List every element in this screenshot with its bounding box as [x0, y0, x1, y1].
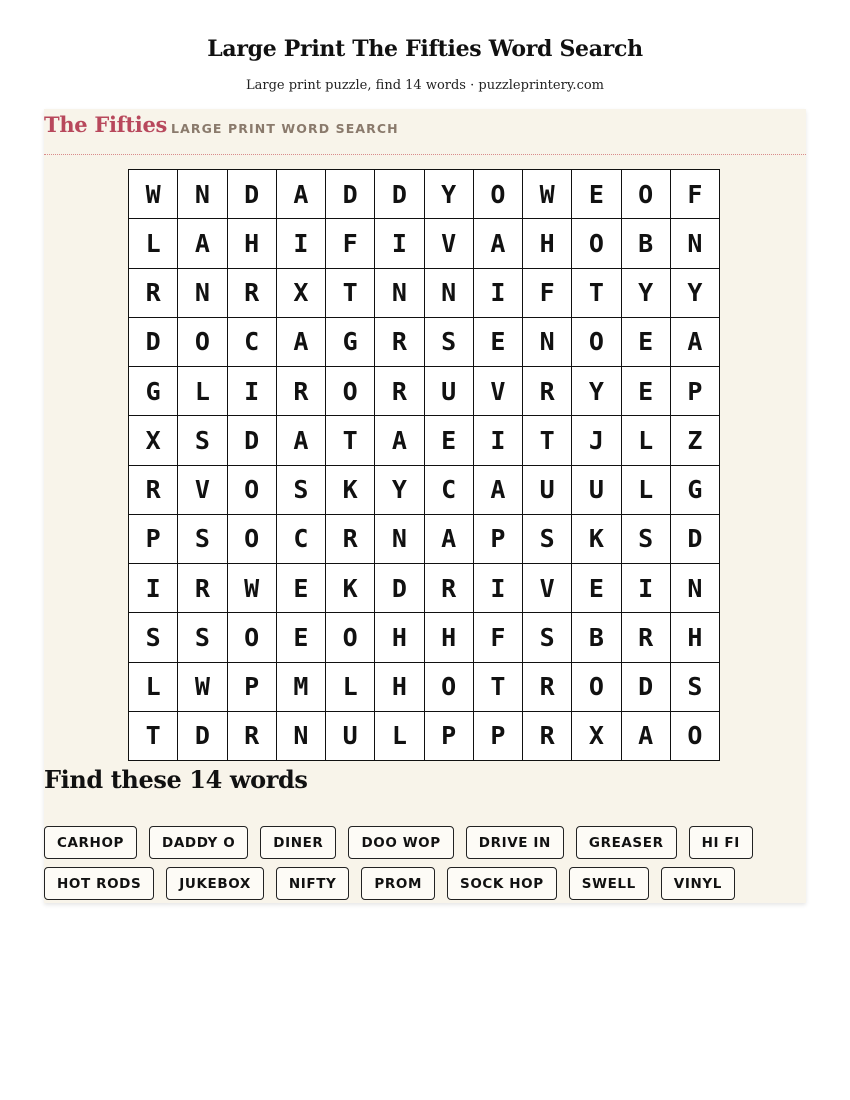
grid-cell[interactable]: O — [228, 515, 277, 564]
grid-cell[interactable]: R — [523, 663, 572, 712]
grid-cell[interactable]: V — [523, 564, 572, 613]
grid-cell[interactable]: O — [572, 219, 621, 268]
grid-cell[interactable]: S — [622, 515, 671, 564]
grid-cell[interactable]: G — [671, 466, 720, 515]
word-chip[interactable]: SOCK HOP — [447, 867, 557, 900]
grid-cell[interactable]: S — [523, 613, 572, 662]
grid-cell[interactable]: H — [375, 663, 424, 712]
grid-cell[interactable]: P — [425, 712, 474, 761]
grid-cell[interactable]: H — [523, 219, 572, 268]
grid-cell[interactable]: N — [425, 269, 474, 318]
grid-cell[interactable]: Z — [671, 416, 720, 465]
grid-cell[interactable]: D — [228, 416, 277, 465]
grid-cell[interactable]: R — [523, 712, 572, 761]
grid-cell[interactable]: W — [228, 564, 277, 613]
grid-cell[interactable]: P — [474, 515, 523, 564]
grid-cell[interactable]: L — [129, 663, 178, 712]
grid-cell[interactable]: S — [671, 663, 720, 712]
grid-cell[interactable]: U — [523, 466, 572, 515]
grid-cell[interactable]: H — [671, 613, 720, 662]
grid-cell[interactable]: E — [572, 170, 621, 219]
grid-cell[interactable]: A — [671, 318, 720, 367]
grid-cell[interactable]: S — [425, 318, 474, 367]
grid-cell[interactable]: S — [178, 613, 227, 662]
grid-cell[interactable]: D — [178, 712, 227, 761]
grid-cell[interactable]: Y — [622, 269, 671, 318]
grid-cell[interactable]: F — [523, 269, 572, 318]
grid-cell[interactable]: N — [523, 318, 572, 367]
grid-cell[interactable]: I — [474, 564, 523, 613]
grid-cell[interactable]: X — [129, 416, 178, 465]
grid-cell[interactable]: J — [572, 416, 621, 465]
grid-cell[interactable]: E — [425, 416, 474, 465]
grid-cell[interactable]: H — [228, 219, 277, 268]
word-chip[interactable]: DINER — [260, 826, 336, 859]
grid-cell[interactable]: N — [671, 564, 720, 613]
card-kicker: LARGE PRINT WORD SEARCH — [171, 121, 399, 136]
grid-cell[interactable]: N — [178, 170, 227, 219]
grid-cell[interactable]: E — [622, 367, 671, 416]
grid-cell[interactable]: T — [129, 712, 178, 761]
grid-cell[interactable]: R — [375, 367, 424, 416]
grid-cell[interactable]: S — [523, 515, 572, 564]
grid-cell[interactable]: R — [622, 613, 671, 662]
puzzle-card — [44, 109, 806, 903]
grid-cell[interactable]: T — [474, 663, 523, 712]
grid-cell[interactable]: L — [622, 466, 671, 515]
grid-cell[interactable]: H — [375, 613, 424, 662]
grid-cell[interactable]: A — [375, 416, 424, 465]
grid-cell[interactable]: W — [129, 170, 178, 219]
grid-cell[interactable]: D — [375, 170, 424, 219]
grid-cell[interactable]: I — [129, 564, 178, 613]
grid-cell[interactable]: E — [277, 613, 326, 662]
grid-cell[interactable]: N — [671, 219, 720, 268]
grid-cell[interactable]: F — [474, 613, 523, 662]
grid-cell[interactable]: P — [228, 663, 277, 712]
grid-cell[interactable]: X — [572, 712, 621, 761]
word-chip[interactable]: JUKEBOX — [166, 867, 264, 900]
grid-cell[interactable]: A — [178, 219, 227, 268]
grid-cell[interactable]: Y — [375, 466, 424, 515]
grid-cell[interactable]: O — [622, 170, 671, 219]
grid-cell[interactable]: C — [277, 515, 326, 564]
grid-cell[interactable]: X — [277, 269, 326, 318]
word-chip[interactable]: CARHOP — [44, 826, 137, 859]
grid-cell[interactable]: U — [572, 466, 621, 515]
grid-cell[interactable]: W — [178, 663, 227, 712]
word-chip[interactable]: DOO WOP — [348, 826, 453, 859]
word-bank — [44, 826, 806, 908]
grid-cell[interactable]: V — [425, 219, 474, 268]
grid-cell[interactable]: U — [326, 712, 375, 761]
word-chip[interactable]: VINYL — [661, 867, 735, 900]
grid-cell[interactable]: R — [178, 564, 227, 613]
grid-cell[interactable]: O — [572, 318, 621, 367]
grid-cell[interactable]: O — [326, 367, 375, 416]
grid-cell[interactable]: E — [277, 564, 326, 613]
grid-cell[interactable]: P — [474, 712, 523, 761]
grid-cell[interactable]: N — [178, 269, 227, 318]
grid-cell[interactable]: I — [228, 367, 277, 416]
grid-cell[interactable]: T — [326, 269, 375, 318]
grid-cell[interactable]: O — [474, 170, 523, 219]
grid-cell[interactable]: I — [375, 219, 424, 268]
grid-cell[interactable]: D — [326, 170, 375, 219]
grid-cell[interactable]: N — [375, 515, 424, 564]
grid-cell[interactable]: O — [671, 712, 720, 761]
grid-cell[interactable]: L — [622, 416, 671, 465]
grid-cell[interactable]: K — [326, 564, 375, 613]
grid-cell[interactable]: D — [622, 663, 671, 712]
grid-cell[interactable]: A — [474, 466, 523, 515]
grid-cell[interactable]: I — [474, 269, 523, 318]
grid-cell[interactable]: R — [129, 466, 178, 515]
word-chip[interactable]: HOT RODS — [44, 867, 154, 900]
grid-cell[interactable]: P — [129, 515, 178, 564]
grid-cell[interactable]: E — [474, 318, 523, 367]
grid-cell[interactable]: L — [129, 219, 178, 268]
grid-cell[interactable]: I — [474, 416, 523, 465]
grid-cell[interactable]: S — [178, 416, 227, 465]
grid-cell[interactable]: D — [671, 515, 720, 564]
grid-cell[interactable]: F — [326, 219, 375, 268]
grid-cell[interactable]: Y — [425, 170, 474, 219]
grid-cell[interactable]: B — [572, 613, 621, 662]
grid-cell[interactable]: R — [277, 367, 326, 416]
page-subtitle: Large print puzzle, find 14 words · puzzleprintery.com — [245, 78, 605, 93]
grid-cell[interactable]: D — [375, 564, 424, 613]
grid-cell[interactable]: O — [326, 613, 375, 662]
grid-cell[interactable]: A — [277, 170, 326, 219]
word-chip[interactable]: DRIVE IN — [466, 826, 564, 859]
grid-cell[interactable]: A — [622, 712, 671, 761]
grid-cell[interactable]: I — [622, 564, 671, 613]
grid-cell[interactable]: A — [277, 416, 326, 465]
grid-cell[interactable]: O — [178, 318, 227, 367]
grid-cell[interactable]: N — [375, 269, 424, 318]
grid-cell[interactable]: R — [523, 367, 572, 416]
word-chip[interactable]: HI FI — [689, 826, 753, 859]
grid-cell[interactable]: R — [375, 318, 424, 367]
grid-cell[interactable]: E — [622, 318, 671, 367]
grid-cell[interactable]: R — [228, 712, 277, 761]
grid-cell[interactable]: S — [129, 613, 178, 662]
words-heading: Find these 14 words — [44, 765, 308, 794]
grid-cell[interactable]: B — [622, 219, 671, 268]
word-chip[interactable]: DADDY O — [149, 826, 248, 859]
grid-cell[interactable]: T — [572, 269, 621, 318]
grid-cell[interactable]: T — [326, 416, 375, 465]
grid-cell[interactable]: Y — [671, 269, 720, 318]
grid-cell[interactable]: U — [425, 367, 474, 416]
grid-cell[interactable]: L — [326, 663, 375, 712]
grid-cell[interactable]: C — [228, 318, 277, 367]
grid-cell[interactable]: V — [474, 367, 523, 416]
grid-cell[interactable]: V — [178, 466, 227, 515]
grid-cell[interactable]: A — [474, 219, 523, 268]
card-header — [44, 109, 806, 155]
grid-cell[interactable]: S — [178, 515, 227, 564]
grid-cell[interactable]: I — [277, 219, 326, 268]
grid-cell[interactable]: K — [326, 466, 375, 515]
grid-cell[interactable]: R — [228, 269, 277, 318]
grid-cell[interactable]: N — [277, 712, 326, 761]
grid-cell[interactable]: R — [129, 269, 178, 318]
grid-cell[interactable]: R — [326, 515, 375, 564]
grid-cell[interactable]: S — [277, 466, 326, 515]
grid-cell[interactable]: L — [375, 712, 424, 761]
word-chip[interactable]: SWELL — [569, 867, 649, 900]
grid-cell[interactable]: D — [129, 318, 178, 367]
grid-cell[interactable]: K — [572, 515, 621, 564]
grid-cell[interactable]: G — [326, 318, 375, 367]
word-chip[interactable]: GREASER — [576, 826, 677, 859]
grid-cell[interactable]: M — [277, 663, 326, 712]
word-chip[interactable]: PROM — [361, 867, 435, 900]
grid-cell[interactable]: Y — [572, 367, 621, 416]
word-row — [44, 867, 806, 900]
grid-cell[interactable]: A — [425, 515, 474, 564]
grid-cell[interactable]: P — [671, 367, 720, 416]
grid-cell[interactable]: O — [425, 663, 474, 712]
grid-cell[interactable]: R — [425, 564, 474, 613]
word-chip[interactable]: NIFTY — [276, 867, 350, 900]
grid-cell[interactable]: O — [228, 613, 277, 662]
grid-cell[interactable]: A — [277, 318, 326, 367]
page-title: Large Print The Fifties Word Search — [207, 36, 643, 62]
grid-cell[interactable]: L — [178, 367, 227, 416]
word-row — [44, 826, 806, 859]
grid-cell[interactable]: G — [129, 367, 178, 416]
grid-cell[interactable]: W — [523, 170, 572, 219]
grid-cell[interactable]: F — [671, 170, 720, 219]
grid-cell[interactable]: O — [228, 466, 277, 515]
grid-cell[interactable]: E — [572, 564, 621, 613]
grid-cell[interactable]: C — [425, 466, 474, 515]
letter-grid — [128, 169, 720, 761]
grid-cell[interactable]: H — [425, 613, 474, 662]
grid-cell[interactable]: O — [572, 663, 621, 712]
card-title: The Fifties — [44, 112, 168, 137]
grid-cell[interactable]: T — [523, 416, 572, 465]
grid-cell[interactable]: D — [228, 170, 277, 219]
